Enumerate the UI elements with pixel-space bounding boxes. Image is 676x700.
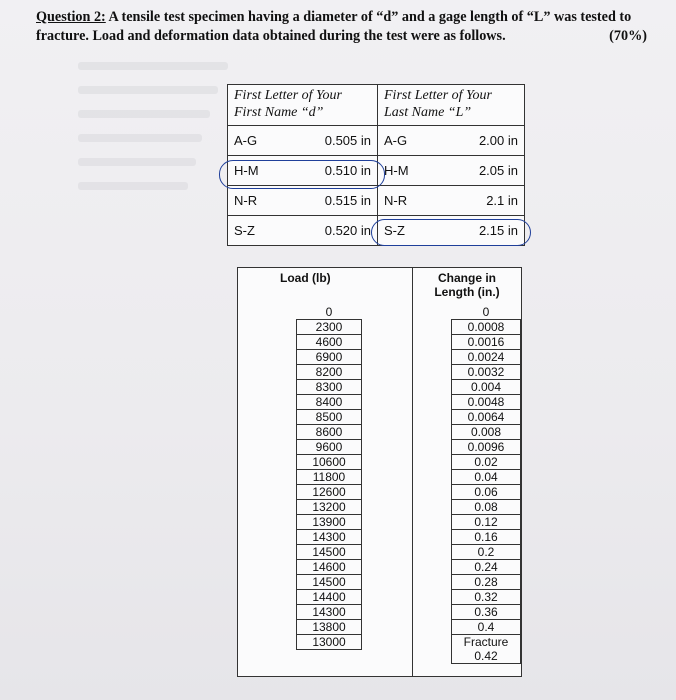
deformation-value: Fracture 0.42 [452, 635, 521, 664]
table-row [297, 515, 362, 530]
table-row [297, 560, 362, 575]
load-value: 9600 [297, 440, 362, 455]
deformation-header: Change in Length (in.) [413, 268, 522, 306]
table-row [297, 605, 362, 620]
deformation-value: 0.12 [452, 515, 521, 530]
deformation-value: 0.4 [452, 620, 521, 635]
table-row [452, 320, 521, 335]
load-value: 6900 [297, 350, 362, 365]
length-value: 2.15 in [448, 216, 525, 246]
range-l: H-M [378, 156, 449, 186]
diameter-value: 0.505 in [305, 126, 378, 156]
table-row [297, 335, 362, 350]
load-value: 14300 [297, 530, 362, 545]
load-value: 14600 [297, 560, 362, 575]
range-l: S-Z [378, 216, 449, 246]
deformation-value: 0.06 [452, 485, 521, 500]
load-deformation-table [237, 267, 522, 677]
bleed-through-text [78, 62, 228, 206]
diameter-value: 0.520 in [305, 216, 378, 246]
table-row [452, 635, 521, 664]
question-text [36, 8, 651, 46]
table-row [452, 365, 521, 380]
range-d: A-G [228, 126, 306, 156]
table-row [452, 620, 521, 635]
range-l: A-G [378, 126, 449, 156]
table-row [297, 620, 362, 635]
deformation-value: 0.004 [452, 380, 521, 395]
table-row [452, 590, 521, 605]
load-value: 13900 [297, 515, 362, 530]
range-d: H-M [228, 156, 306, 186]
deformation-value: 0.36 [452, 605, 521, 620]
load-value: 11800 [297, 470, 362, 485]
diameter-value: 0.510 in [305, 156, 378, 186]
diameter-value: 0.515 in [305, 186, 378, 216]
table-row [452, 425, 521, 440]
range-d: S-Z [228, 216, 306, 246]
load-value: 14500 [297, 575, 362, 590]
table-row [452, 545, 521, 560]
question-weight: (70%) [609, 28, 647, 44]
load-value: 2300 [297, 320, 362, 335]
deformation-values [451, 305, 521, 664]
table-row [297, 455, 362, 470]
deformation-value: 0.08 [452, 500, 521, 515]
table-row [297, 530, 362, 545]
table-row [452, 440, 521, 455]
deformation-value: 0.02 [452, 455, 521, 470]
load-value: 13800 [297, 620, 362, 635]
table-row [297, 425, 362, 440]
question-label: Question 2: [36, 9, 106, 25]
table-bottom-left [238, 664, 413, 677]
handdrawn-circle-diameter [219, 160, 385, 189]
table-row [452, 305, 521, 320]
deformation-value: 0.0064 [452, 410, 521, 425]
table-row [297, 320, 362, 335]
table-row [297, 635, 362, 650]
table-row [452, 530, 521, 545]
deformation-value: 0.24 [452, 560, 521, 575]
table-row [452, 380, 521, 395]
table-row [297, 500, 362, 515]
deformation-value: 0 [482, 305, 490, 319]
load-column [238, 305, 413, 664]
table-row [297, 545, 362, 560]
table-row [452, 500, 521, 515]
table-bottom-right [413, 664, 522, 677]
lookup-row [228, 126, 525, 156]
deformation-value: 0.04 [452, 470, 521, 485]
load-value: 13200 [297, 500, 362, 515]
deformation-value: 0.008 [452, 425, 521, 440]
deformation-value: 0.16 [452, 530, 521, 545]
load-value: 10600 [297, 455, 362, 470]
load-value: 8500 [297, 410, 362, 425]
table-row [297, 410, 362, 425]
table-row [297, 395, 362, 410]
load-value: 14400 [297, 590, 362, 605]
load-value: 12600 [297, 485, 362, 500]
table-row [452, 335, 521, 350]
table-row [452, 395, 521, 410]
deformation-value: 0.2 [452, 545, 521, 560]
length-value: 2.1 in [448, 186, 525, 216]
table-row [452, 515, 521, 530]
table-row [297, 440, 362, 455]
question-body: A tensile test specimen having a diameter of “d” and a gage length of “L” was tested to fracture. Load and deformation data obtained during the test were as follows. [36, 9, 632, 44]
deformation-value: 0.0048 [452, 395, 521, 410]
table-row [297, 380, 362, 395]
load-values [296, 305, 362, 650]
table-row [297, 350, 362, 365]
table-row [452, 575, 521, 590]
load-value: 8400 [297, 395, 362, 410]
load-value: 0 [325, 305, 333, 319]
table-row [297, 590, 362, 605]
table-row [452, 560, 521, 575]
header-first-name: First Letter of Your First Name “d” [228, 85, 378, 126]
deformation-value: 0.28 [452, 575, 521, 590]
deformation-value: 0.0016 [452, 335, 521, 350]
table-row [297, 365, 362, 380]
table-row [452, 350, 521, 365]
table-row [452, 485, 521, 500]
table-row [297, 485, 362, 500]
deformation-value: 0.32 [452, 590, 521, 605]
load-value: 14300 [297, 605, 362, 620]
deformation-column [413, 305, 522, 664]
deformation-value: 0.0024 [452, 350, 521, 365]
handdrawn-circle-length [371, 219, 531, 246]
load-value: 8600 [297, 425, 362, 440]
load-value: 14500 [297, 545, 362, 560]
deformation-value: 0.0096 [452, 440, 521, 455]
load-header: Load (lb) [238, 268, 413, 306]
table-row [452, 455, 521, 470]
table-row [452, 470, 521, 485]
load-value: 8200 [297, 365, 362, 380]
table-row [297, 575, 362, 590]
load-value: 13000 [297, 635, 362, 650]
table-row [452, 605, 521, 620]
table-row [452, 410, 521, 425]
header-last-name: First Letter of Your Last Name “L” [378, 85, 525, 126]
length-value: 2.00 in [448, 126, 525, 156]
load-value: 8300 [297, 380, 362, 395]
table-row [297, 470, 362, 485]
deformation-value: 0.0008 [452, 320, 521, 335]
length-value: 2.05 in [448, 156, 525, 186]
table-row [297, 305, 362, 320]
range-l: N-R [378, 186, 449, 216]
load-value: 4600 [297, 335, 362, 350]
lookup-row [228, 186, 525, 216]
range-d: N-R [228, 186, 306, 216]
deformation-value: 0.0032 [452, 365, 521, 380]
